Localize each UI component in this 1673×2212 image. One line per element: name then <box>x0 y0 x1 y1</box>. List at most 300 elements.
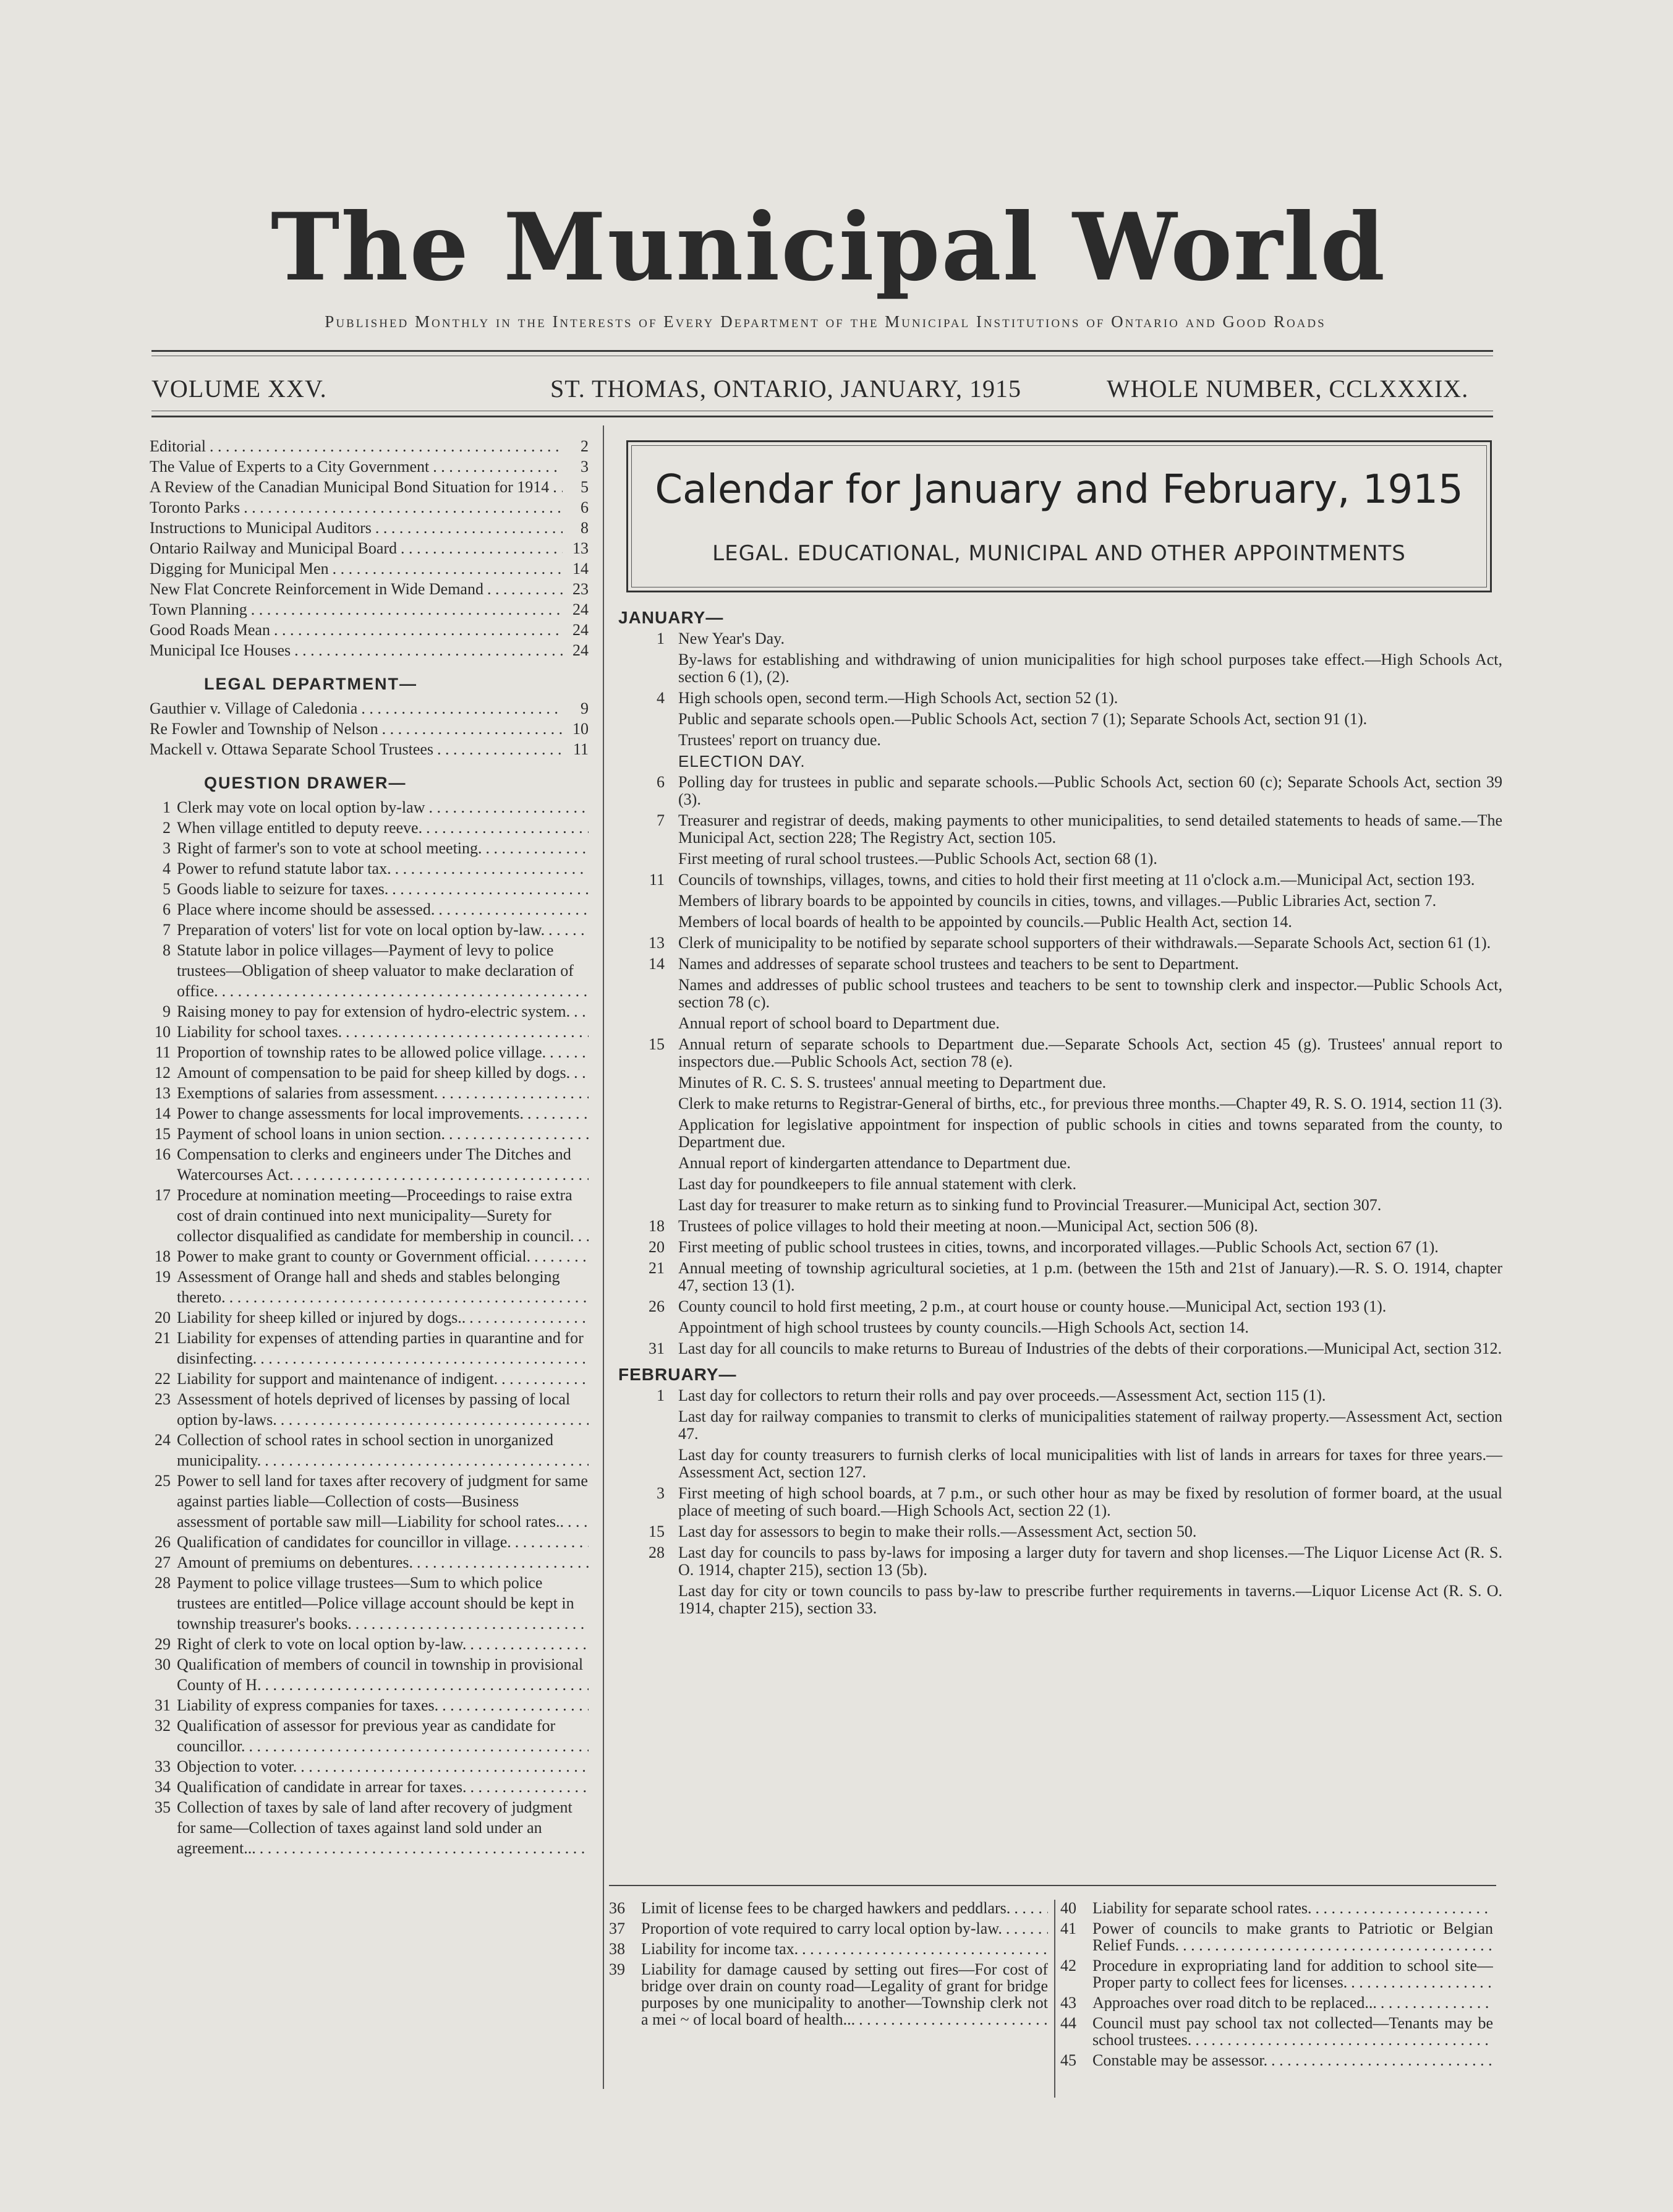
february-text: Last day for city or town councils to pass by-law to prescribe further requirements in taverns.—Liquor License Act (R. S. O. 1914, chapter 215), section 33. <box>678 1582 1502 1617</box>
question-number: 32 <box>155 1717 171 1735</box>
january-text: First meeting of public school trustees in cities, towns, and incorporated villages.—Public Schools Act, section 67 (1). <box>678 1238 1439 1256</box>
january-text: Names and addresses of public school trustees and teachers to be sent to township clerk and inspector.—Public Schools Act, section 78 (c). <box>678 976 1502 1011</box>
question-text: Procedure in expropriating land for addition to school site—Proper party to collect fees for licenses. . . . <box>1092 1957 1493 1991</box>
question-text: Procedure at nomination meeting—Proceedings to raise extra cost of drain continued into next municipality—Surety for collector disqualified as candidate for membership in council. . . . <box>177 1185 589 1246</box>
january-day <box>618 732 678 749</box>
question-number: 29 <box>155 1635 171 1653</box>
question-item <box>150 1369 589 1389</box>
question-text: Liability for separate school rates. . . . <box>1092 1900 1493 1916</box>
question-item <box>150 1777 589 1797</box>
january-text: Members of local boards of health to be appointed by councils.—Public Health Act, section 14. <box>678 913 1292 931</box>
question-number: 18 <box>155 1247 171 1265</box>
contents-entry-title: The Value of Experts to a City Government . . . <box>150 456 563 477</box>
dateline: ST. THOMAS, ONTARIO, JANUARY, 1915 <box>550 375 1021 403</box>
question-text: Approaches over road ditch to be replaced... . . . <box>1092 1994 1493 2011</box>
january-entry <box>618 1340 1502 1357</box>
question-item <box>150 1695 589 1715</box>
question-item <box>150 920 589 940</box>
contents-entry <box>150 538 589 558</box>
january-entry <box>618 1298 1502 1315</box>
legal-entry-title: Mackell v. Ottawa Separate School Trustees . . . <box>150 739 563 759</box>
question-number: 17 <box>155 1186 171 1204</box>
contents-entry-title: Town Planning . . . <box>150 599 563 620</box>
question-text: Power of councils to make grants to Patriotic or Belgian Relief Funds. . . . <box>1092 1920 1493 1954</box>
question-item <box>1060 1994 1493 2011</box>
question-item <box>150 1307 589 1328</box>
contents-entry-title: Ontario Railway and Municipal Board . . . <box>150 538 563 558</box>
january-day: 15 <box>649 1035 665 1053</box>
question-item <box>150 1430 589 1471</box>
question-text: Collection of school rates in school section in unorganized municipality. . . . <box>177 1430 589 1471</box>
january-entry <box>618 1036 1502 1070</box>
january-day <box>618 892 678 910</box>
january-entry <box>618 711 1502 728</box>
contents-entry-title: New Flat Concrete Reinforcement in Wide Demand . . . <box>150 579 563 599</box>
question-number: 25 <box>155 1472 171 1490</box>
january-text: Annual return of separate schools to Department due.—Separate Schools Act, section 45 (g). Trustees' annual report to inspectors due.—Public Schools Act, section 78 (e). <box>678 1035 1502 1070</box>
january-text: First meeting of rural school trustees.—Public Schools Act, section 68 (1). <box>678 850 1157 868</box>
january-text: High schools open, second term.—High Schools Act, section 52 (1). <box>678 689 1118 707</box>
january-day <box>618 651 678 686</box>
question-number: 21 <box>155 1329 171 1347</box>
january-text: Last day for poundkeepers to file annual statement with clerk. <box>678 1175 1077 1193</box>
question-item <box>150 1083 589 1103</box>
question-text: Power to make grant to county or Government official. . . . <box>177 1246 589 1266</box>
january-entry <box>618 1319 1502 1336</box>
question-item <box>150 879 589 899</box>
question-text: Statute labor in police villages—Payment of levy to police trustees—Obligation of sheep valuator to make declaration of office. . . . <box>177 940 589 1001</box>
question-text: Raising money to pay for extension of hydro-electric system. . . . <box>177 1001 589 1022</box>
question-text: Qualification of members of council in township in provisional County of H. . . . <box>177 1654 589 1695</box>
january-text: County council to hold first meeting, 2 p.m., at court house or county house.—Municipal Act, section 193 (1). <box>678 1297 1387 1315</box>
question-text: Right of clerk to vote on local option by-law. . . . <box>177 1634 589 1654</box>
january-day: 31 <box>649 1339 665 1357</box>
question-number: 44 <box>1060 2014 1076 2032</box>
question-text: Compensation to clerks and engineers under The Ditches and Watercourses Act. . . . <box>177 1144 589 1185</box>
question-item <box>150 1246 589 1266</box>
contents-entry-title: Instructions to Municipal Auditors . . . <box>150 518 563 538</box>
february-day <box>618 1446 678 1481</box>
question-item <box>150 1634 589 1654</box>
legal-entry <box>150 719 589 739</box>
january-entry <box>618 651 1502 686</box>
february-entry <box>618 1446 1502 1481</box>
january-text: Annual report of school board to Department due. <box>678 1014 1000 1032</box>
question-text: Liability for expenses of attending parties in quarantine and for disinfecting. . . . <box>177 1328 589 1369</box>
legal-entry <box>150 698 589 719</box>
question-text: Power to refund statute labor tax. . . . <box>177 858 589 879</box>
january-text: Trustees' report on truancy due. <box>678 731 881 749</box>
question-list-middle <box>609 1900 1048 2031</box>
column-divider <box>603 425 604 2089</box>
january-day <box>618 913 678 931</box>
february-day: 1 <box>657 1386 665 1404</box>
contents-entry-title: Toronto Parks . . . <box>150 497 563 518</box>
contents-entry-title: Good Roads Mean . . . <box>150 620 563 640</box>
january-day <box>618 1197 678 1214</box>
contents-entry-page: 14 <box>573 560 589 578</box>
january-entry <box>618 1260 1502 1294</box>
masthead-subtitle: Published Monthly in the Interests of Every Department of the Municipal Institutions of Ontario and Good Roads <box>325 312 1326 331</box>
question-number: 34 <box>155 1778 171 1796</box>
question-item <box>150 940 589 1001</box>
question-item <box>150 1062 589 1083</box>
question-number: 2 <box>163 819 171 837</box>
question-text: Limit of license fees to be charged hawkers and peddlars. . . . <box>641 1900 1048 1916</box>
question-list-right <box>1060 1900 1493 2072</box>
column-divider <box>1054 1900 1055 2098</box>
question-item <box>609 1941 1048 1957</box>
question-text: Proportion of vote required to carry local option by-law. . . . <box>641 1920 1048 1937</box>
legal-entry-page: 10 <box>573 720 589 738</box>
question-number: 4 <box>163 860 171 878</box>
contents-entry <box>150 456 589 477</box>
question-item <box>609 1900 1048 1916</box>
february-heading: FEBRUARY— <box>618 1365 737 1384</box>
january-text: Public and separate schools open.—Public Schools Act, section 7 (1); Separate Schools Act, section 91 (1). <box>678 710 1368 728</box>
contents-entry-title: Municipal Ice Houses . . . <box>150 640 563 660</box>
contents-entry-page: 3 <box>581 458 589 476</box>
question-item <box>150 1552 589 1573</box>
january-day: 11 <box>649 871 665 889</box>
question-number: 7 <box>163 921 171 939</box>
calendar-body <box>618 609 1502 1621</box>
january-entry <box>618 913 1502 931</box>
contents-entry <box>150 558 589 579</box>
question-number: 11 <box>155 1043 171 1061</box>
question-text: Exemptions of salaries from assessment. . . . <box>177 1083 589 1103</box>
february-entry <box>618 1387 1502 1404</box>
february-day: 28 <box>649 1544 665 1561</box>
contents-entry-page: 24 <box>573 621 589 639</box>
january-text: ELECTION DAY. <box>678 752 806 771</box>
question-text: Power to sell land for taxes after recovery of judgment for same against parties liable—Collection of costs—Business assessment of portable saw mill—Liability for school rates.. . . . <box>177 1471 589 1532</box>
question-item <box>150 1185 589 1246</box>
january-day <box>618 711 678 728</box>
question-number: 35 <box>155 1798 171 1816</box>
contents-entry-page: 24 <box>573 600 589 618</box>
question-number: 23 <box>155 1390 171 1408</box>
question-number: 14 <box>155 1104 171 1122</box>
question-text: Liability for sheep killed or injured by dogs.. . . . <box>177 1307 589 1328</box>
january-entry <box>618 1095 1502 1112</box>
question-text: When village entitled to deputy reeve. . . . <box>177 818 589 838</box>
question-number: 22 <box>155 1370 171 1388</box>
contents-entry-page: 6 <box>581 498 589 516</box>
january-day: 14 <box>649 955 665 973</box>
january-entry <box>618 1074 1502 1091</box>
january-entry <box>618 976 1502 1011</box>
january-day: 4 <box>657 689 665 707</box>
question-number: 31 <box>155 1696 171 1714</box>
question-item <box>1060 1900 1493 1916</box>
question-number: 5 <box>163 880 171 898</box>
question-number: 43 <box>1060 1994 1076 2012</box>
question-item <box>150 1797 589 1858</box>
january-day: 21 <box>649 1259 665 1277</box>
january-entry <box>618 753 1502 770</box>
calendar-title-box <box>626 440 1492 592</box>
question-text: Collection of taxes by sale of land after recovery of judgment for same—Collection of taxes against land sold under an agreement... . . . <box>177 1797 589 1858</box>
january-day <box>618 1116 678 1151</box>
question-item <box>150 818 589 838</box>
january-entry <box>618 955 1502 973</box>
contents-entry-page: 24 <box>573 641 589 659</box>
january-text: Treasurer and registrar of deeds, making payments to other municipalities, to send detailed statements to heads of same.—The Municipal Act, section 228; The Registry Act, section 105. <box>678 811 1502 847</box>
january-text: Trustees of police villages to hold their meeting at noon.—Municipal Act, section 506 (8). <box>678 1217 1258 1235</box>
february-day <box>618 1408 678 1443</box>
legal-entry-page: 9 <box>581 699 589 717</box>
january-day: 1 <box>657 630 665 647</box>
contents-entry-page: 13 <box>573 539 589 557</box>
question-item <box>150 1471 589 1532</box>
contents-entry <box>150 599 589 620</box>
contents-entry <box>150 497 589 518</box>
contents-entry-page: 23 <box>573 580 589 598</box>
legal-entry-title: Gauthier v. Village of Caledonia . . . <box>150 698 563 719</box>
question-item <box>150 797 589 818</box>
contents-entry <box>150 436 589 456</box>
whole-number: WHOLE NUMBER, CCLXXXIX. <box>1107 375 1469 403</box>
january-day: 13 <box>649 934 665 952</box>
january-text: Members of library boards to be appointed by councils in cities, towns, and villages.—Public Libraries Act, section 7. <box>678 892 1437 910</box>
question-text: Liability for support and maintenance of indigent. . . . <box>177 1369 589 1389</box>
question-text: Right of farmer's son to vote at school meeting. . . . <box>177 838 589 858</box>
question-item <box>150 1001 589 1022</box>
january-entry <box>618 774 1502 808</box>
january-day: 20 <box>649 1238 665 1256</box>
february-list <box>618 1387 1502 1617</box>
january-entry <box>618 1155 1502 1172</box>
january-heading: JANUARY— <box>618 608 724 627</box>
january-day <box>618 1015 678 1032</box>
question-number: 16 <box>155 1145 171 1163</box>
question-item <box>1060 2015 1493 2048</box>
question-item <box>150 1266 589 1307</box>
question-text: Council must pay school tax not collected—Tenants may be school trustees. . . . <box>1092 2015 1493 2048</box>
january-entry <box>618 934 1502 952</box>
question-number: 8 <box>163 941 171 959</box>
january-entry <box>618 1218 1502 1235</box>
january-day: 26 <box>649 1297 665 1315</box>
january-day: 6 <box>657 773 665 791</box>
question-item <box>150 1022 589 1042</box>
contents-list <box>150 436 589 660</box>
february-entry <box>618 1523 1502 1540</box>
contents-entry <box>150 477 589 497</box>
february-text: Last day for county treasurers to furnish clerks of local municipalities with list of lands in arrears for taxes for three years.—Assessment Act, section 127. <box>678 1446 1502 1481</box>
january-entry <box>618 690 1502 707</box>
january-day <box>618 1095 678 1112</box>
january-list <box>618 630 1502 1357</box>
january-text: Appointment of high school trustees by county councils.—High Schools Act, section 14. <box>678 1318 1249 1336</box>
calendar-title: Calendar for January and February, 1915 <box>655 467 1463 513</box>
contents-entry-page: 5 <box>581 478 589 496</box>
question-text: Place where income should be assessed. . . . <box>177 899 589 920</box>
question-item <box>150 1103 589 1124</box>
question-text: Objection to voter. . . . <box>177 1756 589 1777</box>
question-text: Payment to police village trustees—Sum to which police trustees are entitled—Police village account should be kept in township treasurer's books. . . . <box>177 1573 589 1634</box>
question-text: Clerk may vote on local option by-law . . . <box>177 797 589 818</box>
question-heading: QUESTION DRAWER— <box>204 774 407 792</box>
question-text: Liability for damage caused by setting out fires—For cost of bridge over drain on county road—Legality of grant for bridge purposes by one municipality to another—Township clerk not a mei ~ of local board of health... . . . <box>641 1961 1048 2028</box>
volume-label: VOLUME XXV. <box>151 375 327 403</box>
contents-entry <box>150 518 589 538</box>
question-number: 15 <box>155 1125 171 1143</box>
question-item <box>150 1573 589 1634</box>
question-text: Amount of premiums on debentures. . . . <box>177 1552 589 1573</box>
january-text: Last day for treasurer to make return as to sinking fund to Provincial Treasurer.—Municipal Act, section 307. <box>678 1196 1382 1214</box>
question-number: 20 <box>155 1309 171 1326</box>
january-text: Annual meeting of township agricultural societies, at 1 p.m. (between the 15th and 21st of January).—R. S. O. 1914, chapter 47, section 13 (1). <box>678 1259 1502 1294</box>
question-number: 37 <box>609 1919 625 1937</box>
january-entry <box>618 1015 1502 1032</box>
question-item <box>150 1389 589 1430</box>
question-number: 27 <box>155 1553 171 1571</box>
january-entry <box>618 1239 1502 1256</box>
february-entry <box>618 1582 1502 1617</box>
january-day <box>618 1074 678 1091</box>
issue-info-row <box>151 374 1493 405</box>
question-item <box>1060 2052 1493 2069</box>
question-number: 12 <box>155 1064 171 1082</box>
contents-entry <box>150 640 589 660</box>
legal-entry <box>150 739 589 759</box>
january-text: Clerk of municipality to be notified by separate school supporters of their withdrawals.—Separate Schools Act, section 61 (1). <box>678 934 1491 952</box>
january-text: Minutes of R. C. S. S. trustees' annual meeting to Department due. <box>678 1074 1107 1091</box>
question-item <box>150 1042 589 1062</box>
contents-column <box>150 436 589 1858</box>
question-item <box>150 1328 589 1369</box>
contents-entry <box>150 579 589 599</box>
question-number: 10 <box>155 1023 171 1041</box>
divider <box>151 350 1493 352</box>
masthead-title: The Municipal World <box>270 193 1387 302</box>
question-text: Liability of express companies for taxes. . . . <box>177 1695 589 1715</box>
question-item <box>1060 1920 1493 1954</box>
contents-entry <box>150 620 589 640</box>
question-number: 6 <box>163 900 171 918</box>
january-entry <box>618 850 1502 868</box>
divider <box>151 416 1493 417</box>
february-day: 15 <box>649 1522 665 1540</box>
question-number: 33 <box>155 1757 171 1775</box>
january-text: Councils of townships, villages, towns, and cities to hold their first meeting at 11 o'clock a.m.—Municipal Act, section 193. <box>678 871 1475 889</box>
january-entry <box>618 1116 1502 1151</box>
question-text: Qualification of candidate in arrear for taxes. . . . <box>177 1777 589 1797</box>
question-number: 26 <box>155 1533 171 1551</box>
question-item <box>150 1715 589 1756</box>
question-number: 36 <box>609 1899 625 1917</box>
january-entry <box>618 630 1502 647</box>
january-day <box>618 976 678 1011</box>
question-text: Power to change assessments for local improvements. . . . <box>177 1103 589 1124</box>
january-day: 7 <box>657 811 665 829</box>
february-entry <box>618 1485 1502 1519</box>
contents-entry-title: A Review of the Canadian Municipal Bond Situation for 1914 . . . <box>150 477 563 497</box>
february-entry <box>618 1544 1502 1579</box>
january-entry <box>618 1176 1502 1193</box>
question-text: Proportion of township rates to be allowed police village. . . . <box>177 1042 589 1062</box>
question-text: Constable may be assessor. . . . <box>1092 2052 1493 2069</box>
legal-list <box>150 698 589 759</box>
january-day <box>618 1155 678 1172</box>
february-day: 3 <box>657 1484 665 1502</box>
question-text: Assessment of Orange hall and sheds and stables belonging thereto. . . . <box>177 1266 589 1307</box>
question-number: 13 <box>155 1084 171 1102</box>
legal-entry-page: 11 <box>573 740 589 758</box>
january-entry <box>618 1197 1502 1214</box>
question-item <box>609 1961 1048 2028</box>
january-day <box>618 850 678 868</box>
february-text: Last day for collectors to return their rolls and pay over proceeds.—Assessment Act, section 115 (1). <box>678 1386 1326 1404</box>
legal-heading: LEGAL DEPARTMENT— <box>204 675 418 693</box>
question-item <box>150 1756 589 1777</box>
question-item <box>150 1654 589 1695</box>
question-number: 1 <box>163 798 171 816</box>
question-text: Qualification of assessor for previous year as candidate for councillor. . . . <box>177 1715 589 1756</box>
february-text: First meeting of high school boards, at 7 p.m., or such other hour as may be fixed by resolution of former board, at the usual place of meeting of such board.—High Schools Act, section 22 (1). <box>678 1484 1502 1519</box>
question-item <box>150 1124 589 1144</box>
january-entry <box>618 732 1502 749</box>
question-number: 40 <box>1060 1899 1076 1917</box>
february-day <box>618 1582 678 1617</box>
calendar-subtitle: LEGAL. EDUCATIONAL, MUNICIPAL AND OTHER APPOINTMENTS <box>712 541 1406 566</box>
question-number: 38 <box>609 1940 625 1958</box>
question-text: Liability for income tax. . . . <box>641 1941 1048 1957</box>
february-entry <box>618 1408 1502 1443</box>
question-item <box>150 838 589 858</box>
question-item <box>1060 1957 1493 1991</box>
january-text: Names and addresses of separate school trustees and teachers to be sent to Department. <box>678 955 1239 973</box>
question-number: 45 <box>1060 2051 1076 2069</box>
question-number: 42 <box>1060 1957 1076 1975</box>
question-item <box>150 899 589 920</box>
january-entry <box>618 892 1502 910</box>
january-text: Application for legislative appointment for inspection of public schools in cities and towns separated from the county, to Department due. <box>678 1116 1502 1151</box>
january-text: Last day for all councils to make returns to Bureau of Industries of the debts of their corporations.—Municipal Act, section 312. <box>678 1339 1502 1357</box>
question-item <box>150 1532 589 1552</box>
question-number: 30 <box>155 1655 171 1673</box>
question-text: Amount of compensation to be paid for sheep killed by dogs. . . . <box>177 1062 589 1083</box>
question-item <box>150 1144 589 1185</box>
question-text: Assessment of hotels deprived of licenses by passing of local option by-laws. . . . <box>177 1389 589 1430</box>
january-entry <box>618 871 1502 889</box>
question-number: 3 <box>163 839 171 857</box>
question-item <box>609 1920 1048 1937</box>
question-text: Goods liable to seizure for taxes. . . . <box>177 879 589 899</box>
question-text: Qualification of candidates for councillor in village. . . . <box>177 1532 589 1552</box>
question-number: 41 <box>1060 1919 1076 1937</box>
question-list <box>150 797 589 1858</box>
february-text: Last day for councils to pass by-laws for imposing a larger duty for tavern and shop licenses.—The Liquor License Act (R. S. O. 1914, chapter 215), section 13 (5b). <box>678 1544 1502 1579</box>
february-text: Last day for assessors to begin to make their rolls.—Assessment Act, section 50. <box>678 1522 1197 1540</box>
january-text: New Year's Day. <box>678 630 785 647</box>
january-text: Polling day for trustees in public and separate schools.—Public Schools Act, section 60 (c); Separate Schools Act, section 39 (3). <box>678 773 1502 808</box>
question-number: 19 <box>155 1268 171 1286</box>
question-number: 28 <box>155 1574 171 1592</box>
contents-entry-page: 8 <box>581 519 589 537</box>
question-number: 39 <box>609 1960 625 1978</box>
january-text: Annual report of kindergarten attendance to Department due. <box>678 1154 1071 1172</box>
january-entry <box>618 812 1502 847</box>
divider <box>609 1885 1496 1886</box>
question-text: Liability for school taxes. . . . <box>177 1022 589 1042</box>
january-day: 18 <box>649 1217 665 1235</box>
january-text: Clerk to make returns to Registrar-General of births, etc., for previous three months.—Chapter 49, R. S. O. 1914, section 11 (3). <box>678 1095 1502 1112</box>
contents-entry-page: 2 <box>581 437 589 455</box>
january-text: By-laws for establishing and withdrawing of union municipalities for high school purposes take effect.—High Schools Act, section 6 (1), (2). <box>678 651 1502 686</box>
